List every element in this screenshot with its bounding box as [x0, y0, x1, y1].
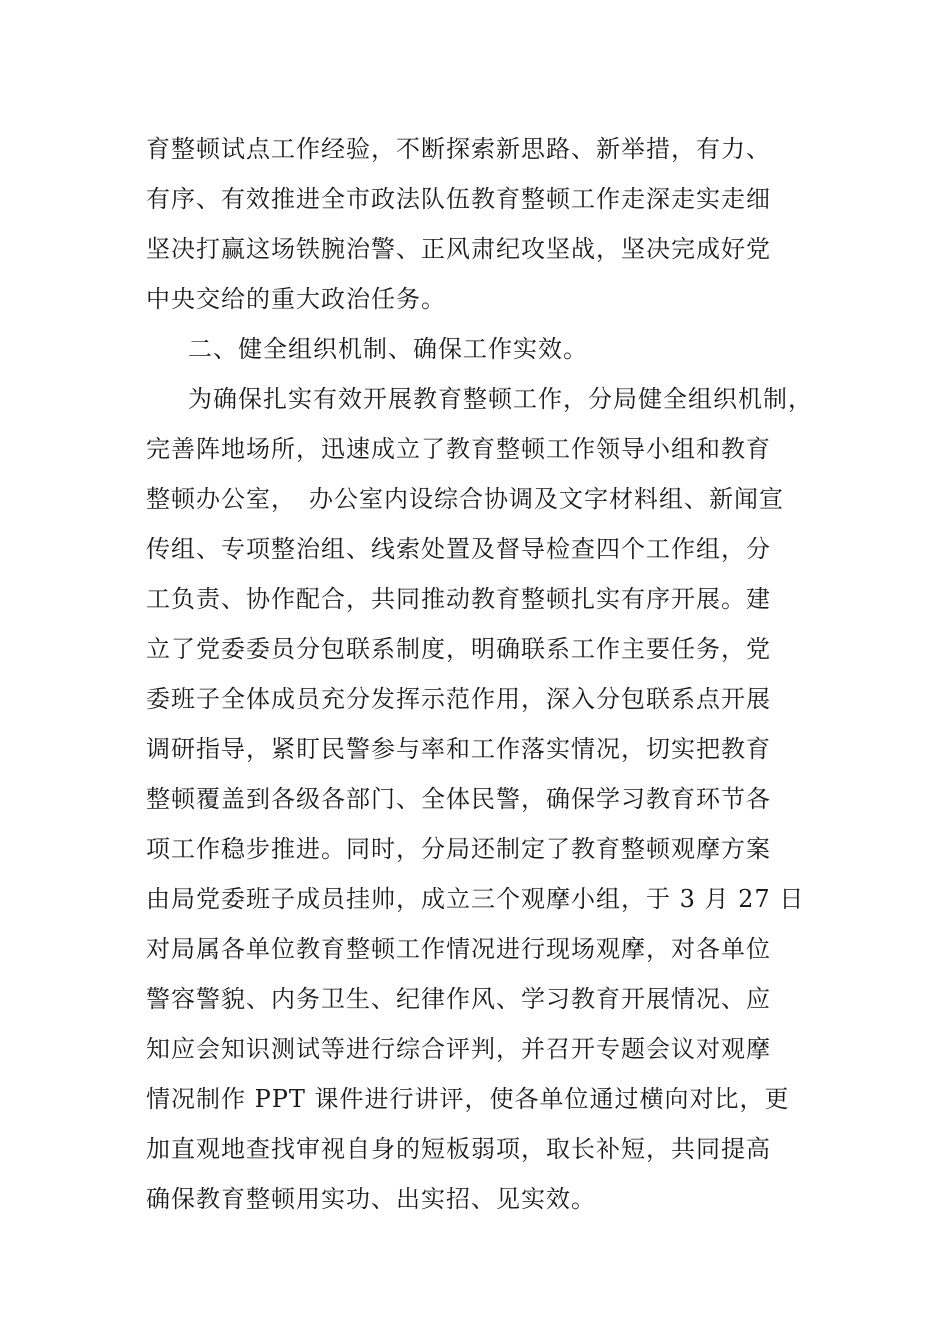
- text-line: 加直观地查找审视自身的短板弱项，取长补短，共同提高: [146, 1135, 771, 1163]
- text-line: 警容警貌、内务卫生、纪律作风、学习教育开展情况、应: [146, 985, 771, 1013]
- section-heading: 二、健全组织机制、确保工作实效。: [188, 335, 588, 363]
- text-line: 情况制作 PPT 课件进行讲评，使各单位通过横向对比，更: [146, 1085, 790, 1113]
- body-text: [146, 124, 846, 1224]
- text-line: 整顿覆盖到各级各部门、全体民警，确保学习教育环节各: [146, 785, 771, 813]
- text-line: 知应会知识测试等进行综合评判，并召开专题会议对观摩: [146, 1035, 771, 1063]
- text-line: 传组、专项整治组、线索处置及督导检查四个工作组，分: [146, 535, 771, 563]
- text-line: 完善阵地场所，迅速成立了教育整顿工作领导小组和教育: [146, 435, 771, 463]
- text-line: 项工作稳步推进。同时，分局还制定了教育整顿观摩方案: [146, 835, 771, 863]
- text-line: 调研指导，紧盯民警参与率和工作落实情况，切实把教育: [146, 735, 771, 763]
- paragraph-first-line: 为确保扎实有效开展教育整顿工作，分局健全组织机制，: [188, 385, 813, 413]
- text-line: 整顿办公室， 办公室内设综合协调及文字材料组、新闻宣: [146, 485, 784, 513]
- text-line: 工负责、协作配合，共同推动教育整顿扎实有序开展。建: [146, 585, 771, 613]
- text-line: 坚决打赢这场铁腕治警、正风肃纪攻坚战，坚决完成好党: [146, 235, 771, 263]
- text-line: 由局党委班子成员挂帅，成立三个观摩小组，于 3 月 27 日: [146, 885, 805, 913]
- text-line: 育整顿试点工作经验，不断探索新思路、新举措，有力、: [146, 135, 771, 163]
- text-line: 对局属各单位教育整顿工作情况进行现场观摩，对各单位: [146, 935, 771, 963]
- text-line: 立了党委委员分包联系制度，明确联系工作主要任务，党: [146, 635, 771, 663]
- text-line: 确保教育整顿用实功、出实招、见实效。: [146, 1185, 596, 1213]
- text-line: 委班子全体成员充分发挥示范作用，深入分包联系点开展: [146, 685, 771, 713]
- text-line: 中央交给的重大政治任务。: [146, 285, 446, 313]
- text-line: 有序、有效推进全市政法队伍教育整顿工作走深走实走细: [146, 185, 771, 213]
